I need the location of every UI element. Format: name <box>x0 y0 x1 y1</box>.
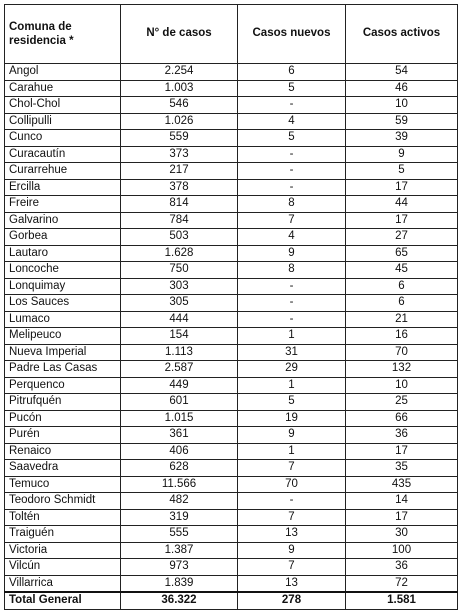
cell-comuna: Temuco <box>5 476 121 493</box>
cell-comuna: Padre Las Casas <box>5 361 121 378</box>
table-row <box>5 361 458 378</box>
cell-activos: 27 <box>346 229 458 246</box>
cell-comuna: Vilcún <box>5 559 121 576</box>
cell-casos: 2.254 <box>121 64 238 81</box>
cell-comuna: Gorbea <box>5 229 121 246</box>
cell-comuna: Traiguén <box>5 526 121 543</box>
cell-nuevos: - <box>238 97 346 114</box>
table-row <box>5 559 458 576</box>
total-nuevos: 278 <box>238 592 346 610</box>
table-row <box>5 196 458 213</box>
cases-by-commune-table <box>4 4 458 610</box>
cell-activos: 17 <box>346 212 458 229</box>
cell-comuna: Renaico <box>5 443 121 460</box>
cell-activos: 39 <box>346 130 458 147</box>
cell-activos: 45 <box>346 262 458 279</box>
cell-activos: 435 <box>346 476 458 493</box>
cell-casos: 973 <box>121 559 238 576</box>
cell-activos: 100 <box>346 542 458 559</box>
cell-casos: 814 <box>121 196 238 213</box>
cell-nuevos: - <box>238 179 346 196</box>
table-row <box>5 328 458 345</box>
cell-nuevos: - <box>238 295 346 312</box>
cell-nuevos: 5 <box>238 394 346 411</box>
table-row <box>5 229 458 246</box>
table-row <box>5 493 458 510</box>
cell-nuevos: 9 <box>238 542 346 559</box>
cell-nuevos: 9 <box>238 427 346 444</box>
cell-comuna: Cunco <box>5 130 121 147</box>
cell-comuna: Teodoro Schmidt <box>5 493 121 510</box>
cell-nuevos: 5 <box>238 130 346 147</box>
cell-nuevos: 7 <box>238 509 346 526</box>
table-row <box>5 245 458 262</box>
cell-casos: 361 <box>121 427 238 444</box>
cell-activos: 17 <box>346 443 458 460</box>
cell-casos: 2.587 <box>121 361 238 378</box>
cell-casos: 546 <box>121 97 238 114</box>
cell-comuna: Nueva Imperial <box>5 344 121 361</box>
cell-activos: 10 <box>346 377 458 394</box>
cell-casos: 154 <box>121 328 238 345</box>
cell-comuna: Curacautín <box>5 146 121 163</box>
cell-nuevos: 6 <box>238 64 346 81</box>
cell-comuna: Pucón <box>5 410 121 427</box>
cases-table-container <box>4 4 457 610</box>
table-row <box>5 212 458 229</box>
table-row <box>5 146 458 163</box>
cell-nuevos: 1 <box>238 377 346 394</box>
cell-activos: 6 <box>346 278 458 295</box>
header-casos: N° de casos <box>121 5 238 64</box>
cell-casos: 217 <box>121 163 238 180</box>
cell-activos: 54 <box>346 64 458 81</box>
cell-nuevos: - <box>238 493 346 510</box>
cell-nuevos: 19 <box>238 410 346 427</box>
cell-comuna: Galvarino <box>5 212 121 229</box>
cell-casos: 1.387 <box>121 542 238 559</box>
cell-casos: 503 <box>121 229 238 246</box>
table-row <box>5 377 458 394</box>
cell-nuevos: 9 <box>238 245 346 262</box>
cell-casos: 628 <box>121 460 238 477</box>
table-row <box>5 80 458 97</box>
table-row <box>5 427 458 444</box>
cell-activos: 6 <box>346 295 458 312</box>
table-row <box>5 344 458 361</box>
cell-activos: 66 <box>346 410 458 427</box>
cell-activos: 36 <box>346 559 458 576</box>
cell-nuevos: 13 <box>238 575 346 592</box>
cell-activos: 35 <box>346 460 458 477</box>
cell-comuna: Villarrica <box>5 575 121 592</box>
cell-casos: 555 <box>121 526 238 543</box>
cell-casos: 784 <box>121 212 238 229</box>
cell-activos: 44 <box>346 196 458 213</box>
cell-comuna: Purén <box>5 427 121 444</box>
cell-casos: 1.839 <box>121 575 238 592</box>
cell-nuevos: 13 <box>238 526 346 543</box>
cell-comuna: Angol <box>5 64 121 81</box>
total-label: Total General <box>5 592 121 610</box>
cell-casos: 601 <box>121 394 238 411</box>
cell-comuna: Toltén <box>5 509 121 526</box>
cell-comuna: Lonquimay <box>5 278 121 295</box>
table-row <box>5 113 458 130</box>
cell-activos: 46 <box>346 80 458 97</box>
cell-nuevos: 7 <box>238 559 346 576</box>
cell-activos: 30 <box>346 526 458 543</box>
table-row <box>5 311 458 328</box>
cell-comuna: Collipulli <box>5 113 121 130</box>
cell-activos: 59 <box>346 113 458 130</box>
cell-casos: 11.566 <box>121 476 238 493</box>
table-row <box>5 542 458 559</box>
table-body <box>5 64 458 593</box>
cell-nuevos: - <box>238 278 346 295</box>
cell-comuna: Freire <box>5 196 121 213</box>
cell-casos: 406 <box>121 443 238 460</box>
cell-activos: 5 <box>346 163 458 180</box>
cell-nuevos: 4 <box>238 229 346 246</box>
cell-activos: 65 <box>346 245 458 262</box>
cell-nuevos: 5 <box>238 80 346 97</box>
header-nuevos: Casos nuevos <box>238 5 346 64</box>
header-comuna: Comuna de residencia * <box>5 5 121 64</box>
cell-nuevos: 4 <box>238 113 346 130</box>
table-row <box>5 262 458 279</box>
cell-casos: 559 <box>121 130 238 147</box>
total-activos: 1.581 <box>346 592 458 610</box>
table-row <box>5 394 458 411</box>
cell-comuna: Melipeuco <box>5 328 121 345</box>
cell-comuna: Lautaro <box>5 245 121 262</box>
cell-nuevos: 29 <box>238 361 346 378</box>
cell-activos: 132 <box>346 361 458 378</box>
cell-comuna: Curarrehue <box>5 163 121 180</box>
cell-casos: 444 <box>121 311 238 328</box>
cell-activos: 9 <box>346 146 458 163</box>
cell-comuna: Pitrufquén <box>5 394 121 411</box>
table-row <box>5 97 458 114</box>
cell-activos: 72 <box>346 575 458 592</box>
table-row <box>5 460 458 477</box>
cell-activos: 10 <box>346 97 458 114</box>
total-row <box>5 592 458 610</box>
cell-casos: 1.113 <box>121 344 238 361</box>
table-row <box>5 476 458 493</box>
table-row <box>5 509 458 526</box>
cell-activos: 70 <box>346 344 458 361</box>
cell-nuevos: 31 <box>238 344 346 361</box>
table-row <box>5 130 458 147</box>
cell-activos: 14 <box>346 493 458 510</box>
cell-comuna: Lumaco <box>5 311 121 328</box>
cell-activos: 17 <box>346 179 458 196</box>
cell-casos: 1.628 <box>121 245 238 262</box>
cell-casos: 373 <box>121 146 238 163</box>
cell-activos: 21 <box>346 311 458 328</box>
cell-casos: 1.003 <box>121 80 238 97</box>
cell-comuna: Victoria <box>5 542 121 559</box>
header-activos: Casos activos <box>346 5 458 64</box>
cell-comuna: Saavedra <box>5 460 121 477</box>
cell-nuevos: 1 <box>238 328 346 345</box>
table-row <box>5 163 458 180</box>
total-casos: 36.322 <box>121 592 238 610</box>
cell-comuna: Los Sauces <box>5 295 121 312</box>
table-row <box>5 64 458 81</box>
table-row <box>5 179 458 196</box>
cell-nuevos: - <box>238 311 346 328</box>
cell-nuevos: 1 <box>238 443 346 460</box>
table-row <box>5 443 458 460</box>
cell-activos: 25 <box>346 394 458 411</box>
table-row <box>5 278 458 295</box>
cell-casos: 482 <box>121 493 238 510</box>
cell-casos: 449 <box>121 377 238 394</box>
cell-nuevos: - <box>238 163 346 180</box>
cell-activos: 16 <box>346 328 458 345</box>
cell-nuevos: 7 <box>238 212 346 229</box>
cell-casos: 303 <box>121 278 238 295</box>
cell-casos: 305 <box>121 295 238 312</box>
cell-activos: 17 <box>346 509 458 526</box>
table-row <box>5 526 458 543</box>
table-header-row <box>5 5 458 64</box>
cell-nuevos: 7 <box>238 460 346 477</box>
table-row <box>5 295 458 312</box>
cell-casos: 378 <box>121 179 238 196</box>
cell-nuevos: 8 <box>238 196 346 213</box>
cell-casos: 750 <box>121 262 238 279</box>
cell-casos: 319 <box>121 509 238 526</box>
cell-nuevos: - <box>238 146 346 163</box>
cell-comuna: Ercilla <box>5 179 121 196</box>
cell-nuevos: 8 <box>238 262 346 279</box>
cell-comuna: Perquenco <box>5 377 121 394</box>
cell-activos: 36 <box>346 427 458 444</box>
cell-nuevos: 70 <box>238 476 346 493</box>
cell-comuna: Loncoche <box>5 262 121 279</box>
table-row <box>5 575 458 592</box>
cell-casos: 1.015 <box>121 410 238 427</box>
table-row <box>5 410 458 427</box>
cell-comuna: Carahue <box>5 80 121 97</box>
cell-comuna: Chol-Chol <box>5 97 121 114</box>
cell-casos: 1.026 <box>121 113 238 130</box>
